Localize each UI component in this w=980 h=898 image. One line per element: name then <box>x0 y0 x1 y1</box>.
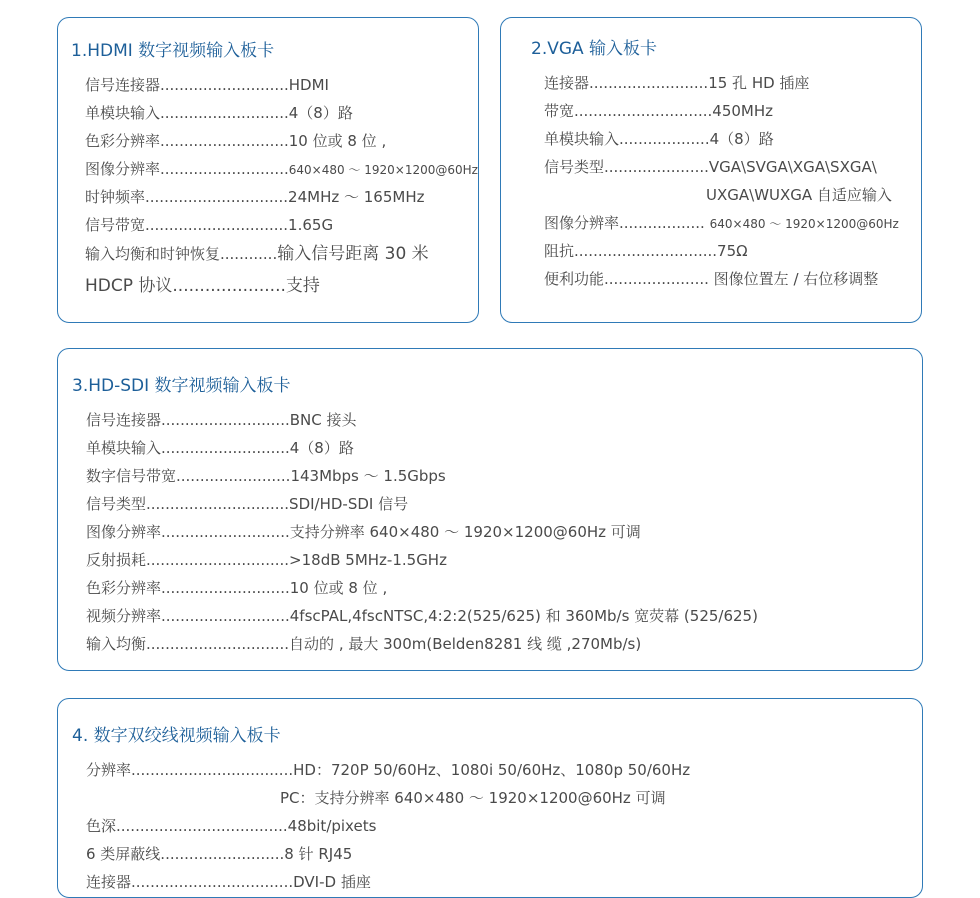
spec-row: 6 类屏蔽线..........................8 针 RJ45 <box>86 845 353 863</box>
spec-row: 色深....................................48bit/pixets <box>86 817 377 835</box>
spec-row: 时钟频率..............................24MHz ～ 165MHz <box>85 188 425 206</box>
spec-row: 输入均衡和时钟恢复............输入信号距离 30 米 <box>85 244 429 264</box>
card-title: 2.VGA 输入板卡 <box>531 39 658 59</box>
spec-row: 视频分辨率...........................4fscPAL,4fscNTSC,4:2:2(525/625) 和 360Mb/s 宽荧幕 (525/625) <box>86 607 758 625</box>
card-title: 1.HDMI 数字视频输入板卡 <box>71 41 275 61</box>
spec-row: 信号连接器...........................HDMI <box>85 76 329 94</box>
spec-row: 连接器.........................15 孔 HD 插座 <box>544 74 810 92</box>
spec-row: 带宽.............................450MHz <box>544 102 774 120</box>
card-hdmi-input <box>57 17 479 323</box>
spec-row: HDCP 协议.....................支持 <box>85 276 320 296</box>
spec-row: 分辨率..................................HD：720P 50/60Hz、1080i 50/60Hz、1080p 50/60Hz <box>86 761 691 779</box>
spec-row: 单模块输入...................4（8）路 <box>544 130 774 148</box>
spec-row: 信号连接器...........................BNC 接头 <box>86 411 357 429</box>
card-vga-input <box>500 17 922 323</box>
spec-row: 图像分辨率...........................支持分辨率 640×480 ～ 1920×1200@60Hz 可调 <box>86 523 641 541</box>
spec-row: 信号带宽..............................1.65G <box>85 216 334 234</box>
spec-row: 连接器..................................DVI-D 插座 <box>86 873 371 891</box>
spec-row: 色彩分辨率...........................10 位或 8 位 , <box>86 579 388 597</box>
spec-row: 反射损耗..............................>18dB 5MHz-1.5GHz <box>86 551 447 569</box>
spec-row: 单模块输入...........................4（8）路 <box>85 104 353 122</box>
spec-row: 图像分辨率.................. 640×480 ～ 1920×1200@60Hz <box>544 214 899 232</box>
card-title: 4. 数字双绞线视频输入板卡 <box>72 726 281 746</box>
card-twisted-pair-input <box>57 698 923 898</box>
spec-row: 信号类型......................VGA\SVGA\XGA\SXGA\ <box>544 158 877 176</box>
spec-continuation: PC：支持分辨率 640×480 ～ 1920×1200@60Hz 可调 <box>280 789 666 807</box>
spec-row: 便利功能...................... 图像位置左 / 右位移调整 <box>544 270 879 288</box>
spec-row: 信号类型..............................SDI/HD-SDI 信号 <box>86 495 409 513</box>
spec-row: 输入均衡..............................自动的 , 最大 300m(Belden8281 线 缆 ,270Mb/s) <box>86 635 642 653</box>
spec-row: 色彩分辨率...........................10 位或 8 位 , <box>85 132 387 150</box>
spec-row: 数字信号带宽........................143Mbps ～ 1.5Gbps <box>86 467 446 485</box>
spec-continuation: UXGA\WUXGA 自适应输入 <box>706 186 892 204</box>
spec-row: 阻抗..............................75Ω <box>544 242 748 260</box>
spec-row: 单模块输入...........................4（8）路 <box>86 439 354 457</box>
card-hd-sdi-input <box>57 348 923 671</box>
spec-row: 图像分辨率...........................640×480 ～ 1920×1200@60Hz <box>85 160 478 178</box>
card-title: 3.HD-SDI 数字视频输入板卡 <box>72 376 291 396</box>
